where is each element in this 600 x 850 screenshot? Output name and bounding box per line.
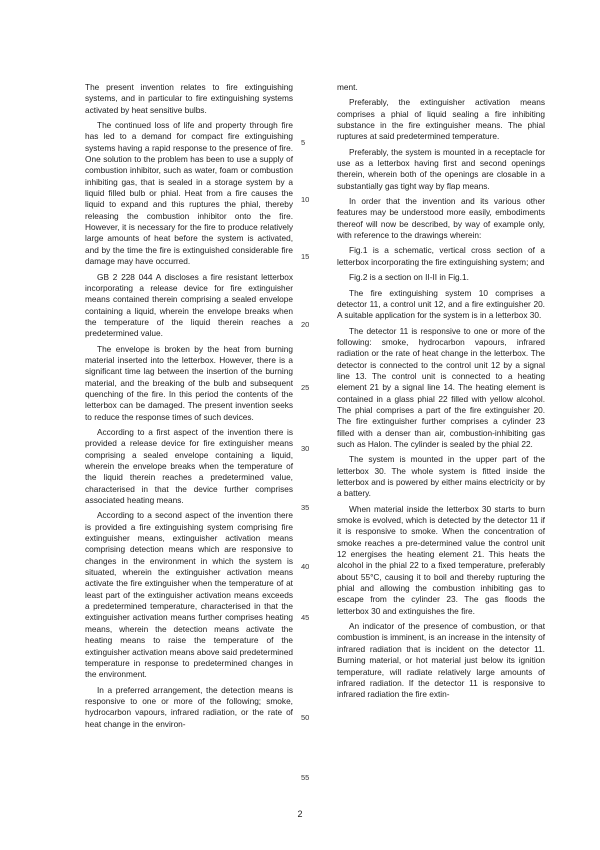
- figure-description: Fig.2 is a section on II-II in Fig.1.: [349, 272, 469, 283]
- line-number: 20: [301, 320, 310, 329]
- paragraph: In order that the invention and its various other features may be understood more easily, embodiments thereof will now be described, by way of example only, with reference to the drawings wherein:: [337, 196, 545, 241]
- paragraph: The present invention relates to fire extinguishing systems, and in particular to fire extinguishing systems activated by heat sensitive bulbs.: [85, 82, 293, 115]
- line-number: 55: [301, 773, 310, 782]
- paragraph: The fire extinguishing system 10 comprises a detector 11, a control unit 12, and a fire extinguisher 20. A suitable application for the system is in a letterbox 30.: [337, 287, 545, 321]
- paragraph: The detector 11 is responsive to one or more of the following: smoke, hydrocarbon vapours, infrared radiation or the rate of heat change in the letterbox. The detector is connected to the control unit 12 by a signal line 13. The control unit is connected to a heating element 21 by a signal line 14. The heating element is contained in a glass phial 22 filled with yellow alcohol. The phial comprises a part of the fire extinguisher 20. The fire extinguisher further comprises a cylinder 23 filled with a denser than air, combustion-inhibiting gas such as Halon. The cylinder is sealed by the phial 22.: [337, 325, 545, 449]
- line-number: 5: [301, 138, 306, 147]
- line-number: 50: [301, 713, 310, 722]
- line-number: 40: [301, 562, 310, 571]
- paragraph: When material inside the letterbox 30 starts to burn smoke is evolved, which is detected by the detector 11 if it is responsive to smoke. When the concentration of smoke reaches a pre-determined value the control unit 12 energises the heating element 21. This heats the alcohol in the phial 22 to a fixed temperature, preferably about 55°C, causing it to boil and thereby rupturing the phial and allowing the combustion inhibiting gas to escape from the cylinder 23. The gas floods the letterbox 30 and extinguishes the fire.: [337, 503, 545, 616]
- paragraph: In a preferred arrangement, the detection means is responsive to one or more of the following; smoke, hydrocarbon vapours, infrared radiation, or the rate of heat change in the environ-: [85, 684, 293, 729]
- line-number: 10: [301, 195, 310, 204]
- paragraph: An indicator of the presence of combustion, or that combustion is imminent, is an increase in the intensity of infrared radiation that is incident on the detector 11. Burning material, or hot material just below its ignition temperature, will radiate relatively large amounts of infrared radiation. If the detector 11 is responsive to infrared radiation the fire extin-: [337, 621, 545, 700]
- paragraph: ment.: [337, 82, 358, 92]
- right-text-column: [337, 82, 545, 705]
- page-number: 2: [297, 809, 303, 819]
- paragraph: According to a second aspect of the invention there is provided a fire extinguishing system comprising fire extinguisher means, extinguisher activation means comprising detection means which are responsive to changes in the environment in which the system is situated, wherein the extinguisher activation means activate the fire extinguisher when the temperature of at least part of the extinguisher activation means exceeds a predetermined temperature, characterised in that the extinguisher activation means further comprises heating means, wherein the detection means activate the heating means to raise the temperature of the extinguisher activation means above said predetermined temperature in response to predetermined changes in the environment.: [85, 510, 293, 680]
- paragraph: The system is mounted in the upper part of the letterbox 30. The whole system is fitted inside the letterbox and is powered by either mains electricity or by a battery.: [337, 454, 545, 499]
- figure-description: Fig.1 is a schematic, vertical cross section of a letterbox incorporating the fire extinguishing system; and: [337, 245, 545, 267]
- paragraph: Preferably, the extinguisher activation means comprises a phial of liquid sealing a fire inhibiting substance in the fire extinguisher means. The phial ruptures at said predetermined temperature.: [337, 97, 545, 142]
- paragraph: According to a first aspect of the invention there is provided a release device for fire extinguisher means comprising a sealed envelope containing a liquid, wherein the envelope breaks when the temperature of the liquid therein reaches a predetermined value, characterised in that the device further comprises associated heating means.: [85, 426, 293, 506]
- paragraph: Preferably, the system is mounted in a receptacle for use as a letterbox having first and second openings therein, wherein both of the openings are closable in a substantially gas tight way by flap means.: [337, 146, 545, 191]
- paragraph: The envelope is broken by the heat from burning material inserted into the letterbox. However, there is a significant time lag between the insertion of the burning material, and the breaking of the bulb and subsequent quenching of the fire. In this period the contents of the letterbox can be damaged. The present invention seeks to reduce the response times of such devices.: [85, 343, 293, 422]
- line-number: 35: [301, 503, 310, 512]
- paragraph: GB 2 228 044 A discloses a fire resistant letterbox incorporating a release device for fire extinguisher means contained therein comprising a sealed envelope containing a liquid, wherein the envelope breaks when the temperature of the liquid therein reaches a predetermined value.: [85, 271, 293, 339]
- line-number: 30: [301, 444, 310, 453]
- left-text-column: [85, 82, 293, 734]
- line-number: 25: [301, 383, 310, 392]
- line-number: 45: [301, 613, 310, 622]
- line-number: 15: [301, 252, 310, 261]
- paragraph: The continued loss of life and property through fire has led to a demand for compact fire extinguishing systems having a rapid response to the presence of fire. One solution to the problem has been to use a supply of combustion inhibitor, such as water, foam or combustion inhibiting gas, that is sealed in a storage system by a liquid filled bulb or phial. Heat from a fire causes the liquid to expand and this ruptures the phial, thereby releasing the combustion inhibitor onto the fire. However, it is necessary for the fire to produce relatively large amounts of heat before the system is activated, and by the time the fire is extinguished considerable fire damage may have occurred.: [85, 120, 293, 267]
